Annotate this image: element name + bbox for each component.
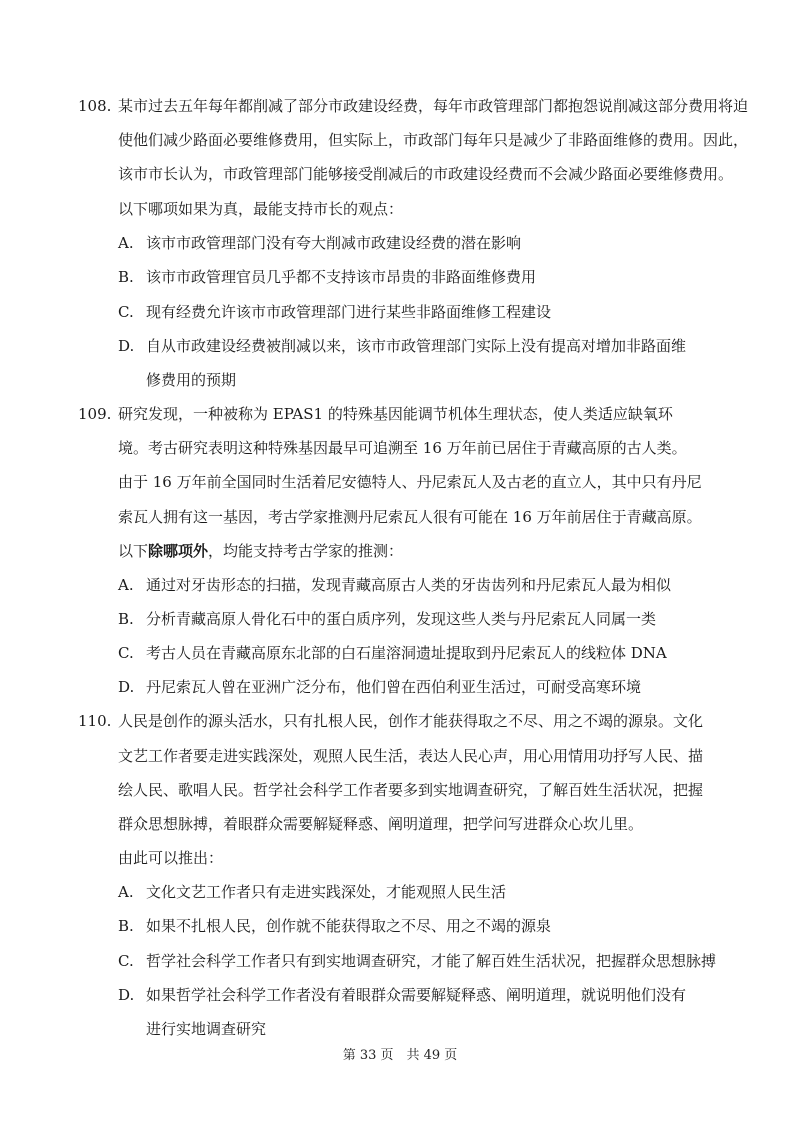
option-letter: B. bbox=[118, 268, 134, 286]
option-b bbox=[118, 602, 656, 636]
option-text: 通过对牙齿形态的扫描，发现青藏高原古人类的牙齿齿列和丹尼索瓦人最为相似 bbox=[146, 576, 672, 594]
option-text: 考古人员在青藏高原东北部的白石崖溶洞遗址提取到丹尼索瓦人的线粒体 DNA bbox=[146, 644, 667, 662]
question-stem-line: 文艺工作者要走进实践深处，观照人民生活，表达人民心声，用心用情用功抒写人民、描 bbox=[118, 747, 704, 765]
option-text: 自从市政建设经费被削减以来，该市市政管理部门实际上没有提高对增加非路面维 bbox=[146, 337, 687, 355]
option-d bbox=[118, 329, 686, 363]
option-a bbox=[118, 568, 671, 602]
option-c bbox=[118, 944, 716, 978]
option-text: 该市市政管理官员几乎都不支持该市昂贵的非路面维修费用 bbox=[146, 268, 537, 286]
option-letter: D. bbox=[118, 986, 135, 1004]
question-stem-line: 该市市长认为，市政管理部门能够接受削减后的市政建设经费而不会减少路面必要维修费用。 bbox=[118, 165, 734, 183]
prompt-text: 以下 bbox=[118, 542, 149, 560]
prompt-text: ，均能支持考古学家的推测： bbox=[208, 542, 404, 560]
question-stem-line: 人民是创作的源头活水，只有扎根人民，创作才能获得取之不尽、用之不竭的源泉。文化 bbox=[118, 712, 704, 730]
question-stem-line: 某市过去五年每年都削减了部分市政建设经费，每年市政管理部门都抱怨说削减这部分费用将迫 bbox=[118, 97, 749, 115]
option-c bbox=[118, 636, 667, 670]
option-c bbox=[118, 295, 551, 329]
question-number: 110. bbox=[78, 712, 112, 730]
option-text: 该市市政管理部门没有夸大削减市政建设经费的潜在影响 bbox=[146, 234, 522, 252]
option-d bbox=[118, 670, 641, 704]
question-stem-line: 使他们减少路面必要维修费用，但实际上，市政部门每年只是减少了非路面维修的费用。因此， bbox=[118, 131, 749, 149]
option-text: 哲学社会科学工作者只有到实地调查研究，才能了解百姓生活状况，把握群众思想脉搏 bbox=[146, 952, 717, 970]
option-letter: A. bbox=[118, 234, 134, 252]
option-text-continued: 修费用的预期 bbox=[146, 371, 237, 389]
question-number: 109. bbox=[78, 405, 112, 423]
option-text: 现有经费允许该市市政管理部门进行某些非路面维修工程建设 bbox=[146, 303, 552, 321]
option-letter: B. bbox=[118, 917, 134, 935]
question-stem-line: 境。考古研究表明这种特殊基因最早可追溯至 16 万年前已居住于青藏高原的古人类。 bbox=[118, 439, 687, 457]
option-text-continued: 进行实地调查研究 bbox=[146, 1020, 267, 1038]
option-letter: C. bbox=[118, 303, 134, 321]
question-stem-line: 索瓦人拥有这一基因，考古学家推测丹尼索瓦人很有可能在 16 万年前居住于青藏高原。 bbox=[118, 508, 702, 526]
option-letter: B. bbox=[118, 610, 134, 628]
option-a bbox=[118, 875, 506, 909]
option-b bbox=[118, 909, 551, 943]
option-letter: C. bbox=[118, 952, 134, 970]
option-letter: D. bbox=[118, 337, 135, 355]
option-text: 如果不扎根人民，创作就不能获得取之不尽、用之不竭的源泉 bbox=[146, 917, 552, 935]
option-a bbox=[118, 226, 521, 260]
option-letter: A. bbox=[118, 883, 134, 901]
question-number: 108. bbox=[78, 97, 112, 115]
question-prompt: 以下哪项如果为真，最能支持市长的观点： bbox=[118, 200, 404, 218]
option-d bbox=[118, 978, 686, 1012]
option-b bbox=[118, 260, 536, 294]
question-stem-line: 由于 16 万年前全国同时生活着尼安德特人、丹尼索瓦人及古老的直立人，其中只有丹尼 bbox=[118, 473, 702, 491]
question-prompt: 由此可以推出： bbox=[118, 849, 224, 867]
option-text: 如果哲学社会科学工作者没有着眼群众需要解疑释惑、阐明道理，就说明他们没有 bbox=[146, 986, 687, 1004]
option-text: 文化文艺工作者只有走进实践深处，才能观照人民生活 bbox=[146, 883, 507, 901]
question-prompt bbox=[118, 534, 403, 568]
page-footer: 第 33 页 共 49 页 bbox=[342, 1048, 458, 1063]
option-letter: D. bbox=[118, 678, 135, 696]
option-letter: C. bbox=[118, 644, 134, 662]
option-text: 分析青藏高原人骨化石中的蛋白质序列，发现这些人类与丹尼索瓦人同属一类 bbox=[146, 610, 657, 628]
question-stem-line: 群众思想脉搏，着眼群众需要解疑释惑、阐明道理，把学问写进群众心坎儿里。 bbox=[118, 815, 644, 833]
option-letter: A. bbox=[118, 576, 134, 594]
option-text: 丹尼索瓦人曾在亚洲广泛分布，他们曾在西伯利亚生活过，可耐受高寒环境 bbox=[146, 678, 642, 696]
question-stem-line: 研究发现，一种被称为 EPAS1 的特殊基因能调节机体生理状态，使人类适应缺氧环 bbox=[118, 405, 673, 423]
question-stem-line: 绘人民、歌唱人民。哲学社会科学工作者要多到实地调查研究，了解百姓生活状况，把握 bbox=[118, 781, 704, 799]
prompt-emphasis: 除哪项外 bbox=[148, 542, 209, 560]
